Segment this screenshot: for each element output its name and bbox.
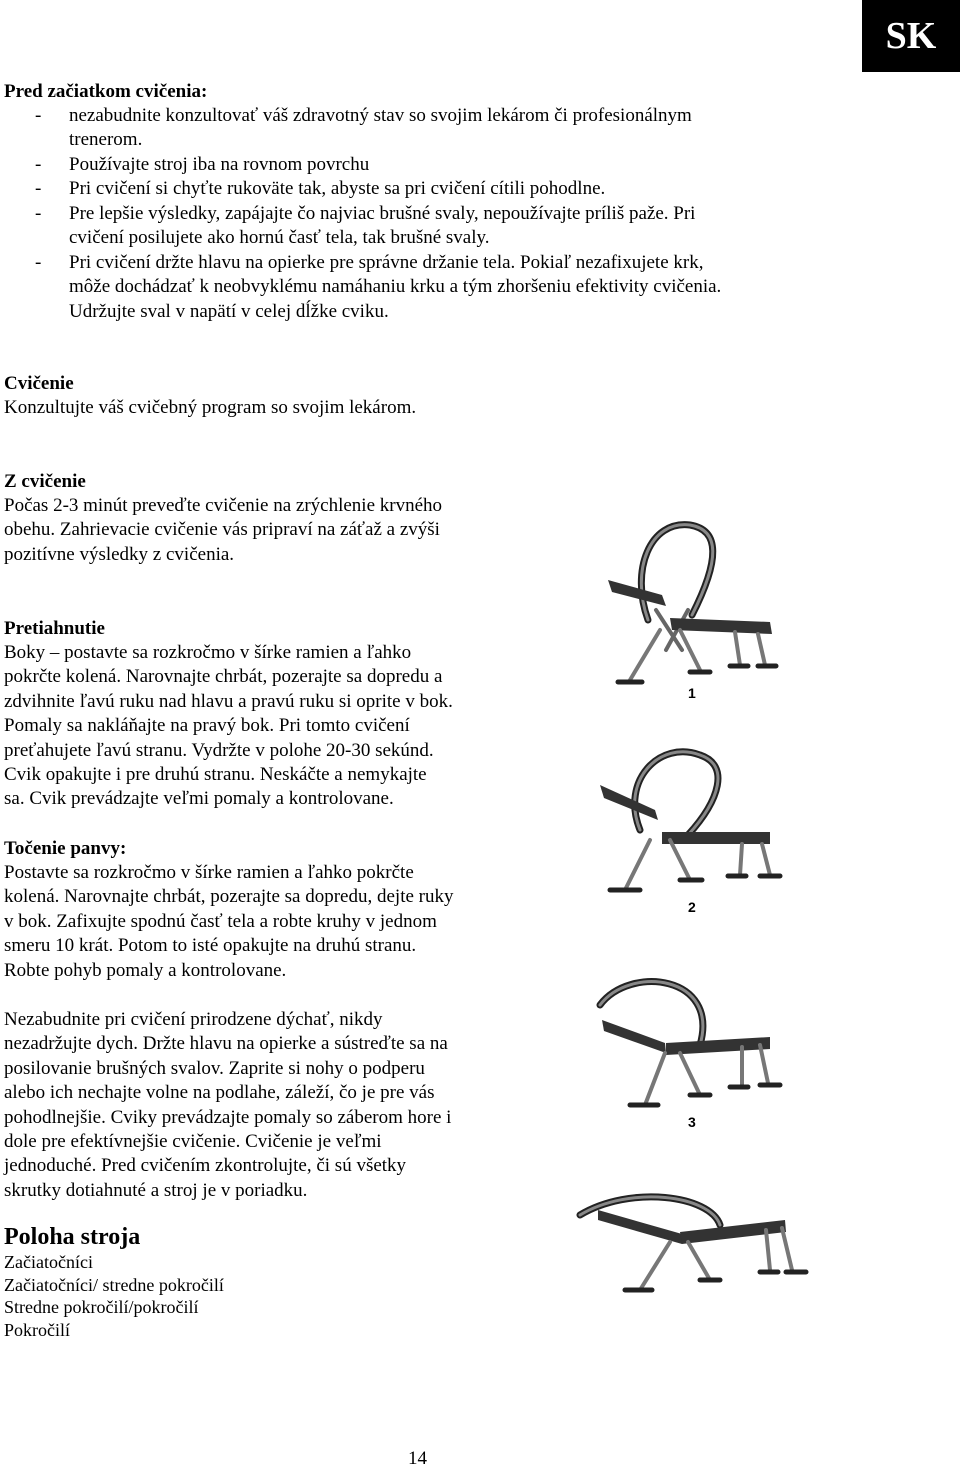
bullet-dash: - [35, 105, 42, 126]
section-title-machine-position: Poloha stroja [4, 1224, 141, 1250]
section-title-before-exercise: Pred začiatkom cvičenia: [4, 81, 208, 102]
paragraph-line: pozitívne výsledky z cvičenia. [4, 543, 235, 565]
bullet-dash: - [35, 252, 42, 273]
section-title-stretching: Pretiahnutie [4, 618, 105, 639]
bullet-dash: - [35, 178, 42, 199]
figure-number: 2 [688, 899, 696, 915]
paragraph-line: Počas 2-3 minút preveďte cvičenie na zrýchlenie krvného [4, 495, 443, 516]
figure-number: 3 [688, 1114, 696, 1130]
list-line: trenerom. [69, 129, 143, 150]
list-item: Pokročilí [4, 1319, 70, 1340]
list-line: Používajte stroj iba na rovnom povrchu [69, 154, 370, 175]
paragraph-line: dole pre efektívnejšie cvičenie. Cvičenie je veľmi [4, 1131, 382, 1152]
list-line: Pri cvičení si chyťte rukoväte tak, abyste sa pri cvičení cítili pohodlne. [69, 178, 606, 199]
language-badge: SK [862, 0, 960, 72]
paragraph-line: preťahujete ľavú stranu. Vydržte v polohe 20-30 sekúnd. [4, 739, 434, 761]
paragraph-line: Robte pohyb pomaly a kontrolovane. [4, 959, 287, 981]
paragraph-line: Cvik opakujte i pre druhú stranu. Neskáčte a nemykajte [4, 764, 427, 785]
list-line: Pre lepšie výsledky, zapájajte čo najviac brušné svaly, nepoužívajte príliš paže. Pri [69, 203, 696, 224]
paragraph-line: v bok. Zafixujte spodnú časť tela a robte kruhy v jednom [4, 910, 437, 932]
bullet-dash: - [35, 154, 42, 175]
paragraph-line: zdvihnite ľavú ruku nad hlavu a pravú ruku si oprite v bok. [4, 690, 453, 712]
bullet-dash: - [35, 203, 42, 224]
machine-illustration-1 [570, 500, 810, 705]
list-item: Začiatočníci [4, 1252, 93, 1272]
section-title-pelvis-rotation: Točenie panvy: [4, 838, 127, 859]
paragraph-line: skrutky dotiahnuté a stroj je v poriadku. [4, 1179, 308, 1201]
list-line: Pri cvičení držte hlavu na opierke pre správne držanie tela. Pokiaľ nezafixujete krk, [69, 252, 704, 273]
paragraph-line: pokrčte kolená. Narovnajte chrbát, pozerajte sa dopredu a [4, 666, 443, 688]
paragraph-line: alebo ich nechajte volne na podlahe, záleží, čo je pre vás [4, 1082, 435, 1104]
paragraph-line: Konzultujte váš cvičebný program so svojim lekárom. [4, 397, 417, 418]
list-line: Udržujte sval v napätí v celej dĺžke cviku. [69, 301, 389, 322]
paragraph-line: kolená. Narovnajte chrbát, pozerajte sa dopredu, dejte ruky [4, 886, 454, 908]
list-item: Stredne pokročilí/pokročilí [4, 1297, 199, 1317]
machine-illustration-3 [570, 965, 810, 1140]
list-item: Začiatočníci/ stredne pokročilí [4, 1274, 224, 1295]
paragraph-line: Boky – postavte sa rozkročmo v šírke ramien a ľahko [4, 642, 412, 663]
paragraph-line: posilovanie brušných svalov. Zaprite si nohy o podperu [4, 1057, 425, 1079]
section-title-exercise: Cvičenie [4, 373, 74, 394]
paragraph-line: nezadržujte dych. Držte hlavu na opierke a sústreďte sa na [4, 1033, 448, 1055]
page-number: 14 [408, 1448, 427, 1469]
machine-illustration-2 [570, 740, 810, 920]
figure-number: 1 [688, 685, 696, 701]
paragraph-line: jednoduché. Pred cvičením zkontrolujte, či sú všetky [4, 1155, 407, 1177]
paragraph-line: pohodlnejšie. Cviky prevádzajte pomaly so záberom hore i [4, 1106, 452, 1128]
machine-illustration-4 [570, 1190, 830, 1310]
paragraph-line: sa. Cvik prevádzajte veľmi pomaly a kontrolovane. [4, 788, 394, 810]
list-line: cvičení posilujete ako hornú časť tela, tak brušné svaly. [69, 227, 490, 248]
paragraph-line: smeru 10 krát. Potom to isté opakujte na druhú stranu. [4, 935, 417, 957]
section-title-warmup: Z cvičenie [4, 471, 86, 492]
paragraph-line: Nezabudnite pri cvičení prirodzene dýchať, nikdy [4, 1009, 383, 1030]
paragraph-line: obehu. Zahrievacie cvičenie vás pripraví na záťaž a zvýši [4, 519, 440, 541]
list-line: môže dochádzať k neobvyklému namáhaniu krku a tým zhoršeniu efektivity cvičenia. [69, 276, 722, 297]
list-line: nezabudnite konzultovať váš zdravotný stav so svojim lekárom či profesionálnym [69, 105, 692, 126]
paragraph-line: Postavte sa rozkročmo v šírke ramien a ľahko pokrčte [4, 862, 414, 883]
paragraph-line: Pomaly sa nakláňajte na pravý bok. Pri tomto cvičení [4, 715, 410, 737]
